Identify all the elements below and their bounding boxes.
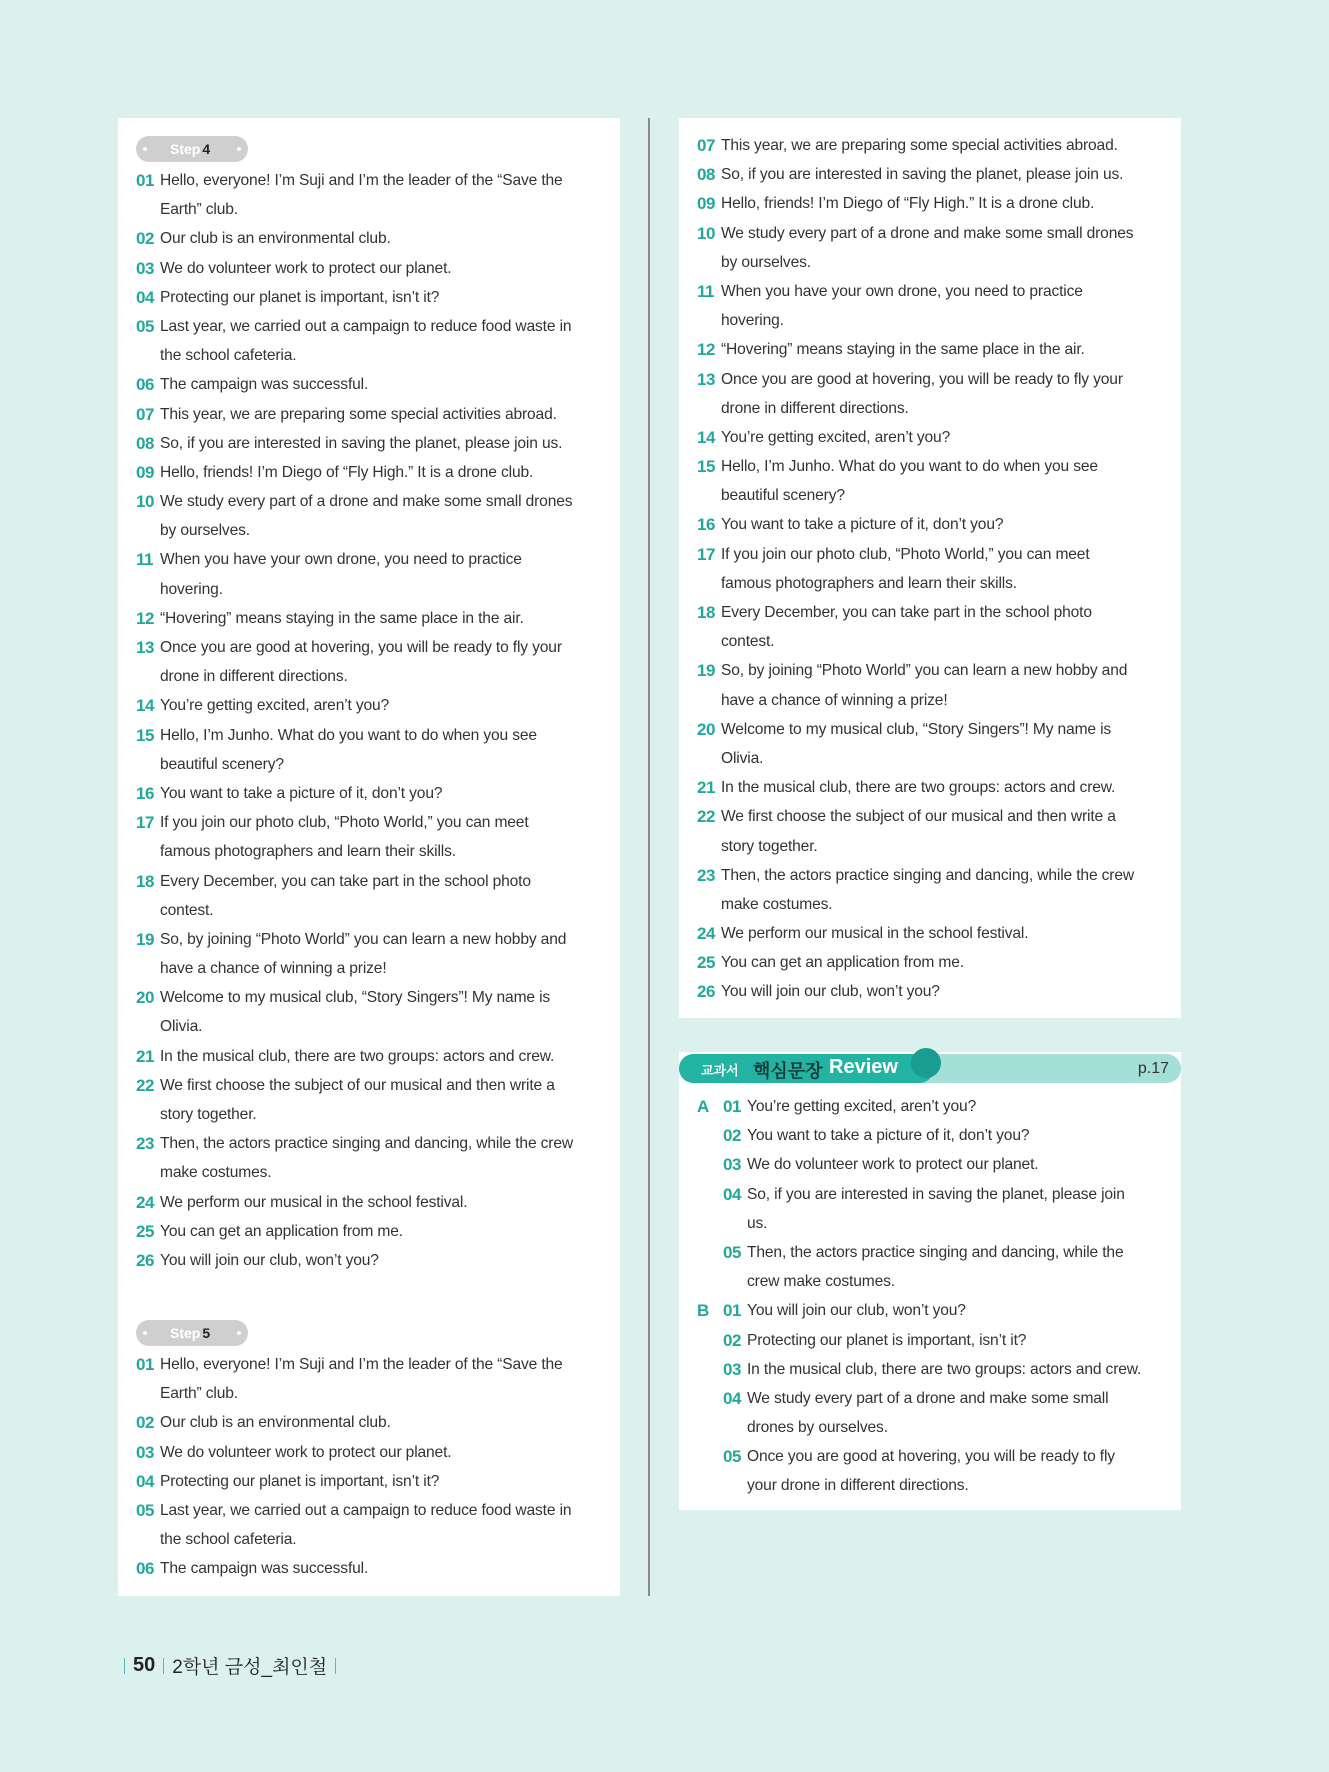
sentence-line: [136, 954, 602, 983]
review-text: You want to take a picture of it, don’t you?: [747, 1127, 1030, 1145]
sentence-number: 19: [697, 661, 715, 681]
sentence-line: [697, 277, 1163, 306]
sentence-number: 12: [697, 340, 715, 360]
sentence-line: [697, 189, 1163, 218]
review-text: You will join our club, won’t you?: [747, 1302, 966, 1320]
review-prefix: 교과서: [701, 1063, 739, 1078]
sentence-number: 23: [136, 1134, 154, 1154]
sentence-line: [136, 1438, 602, 1467]
sentence-line: [136, 400, 602, 429]
review-group-label: [697, 1267, 723, 1296]
sentence-line: [136, 1217, 602, 1246]
sentence-line: [136, 487, 602, 516]
sentence-text: Last year, we carried out a campaign to reduce food waste in: [160, 317, 572, 335]
review-line: [697, 1121, 1163, 1150]
step4-badge: [136, 136, 248, 162]
sentence-number: 03: [136, 258, 154, 278]
sentence-text: When you have your own drone, you need to practice: [160, 551, 522, 569]
review-text: drones by ourselves.: [747, 1419, 888, 1437]
sentence-text: by ourselves.: [721, 253, 811, 271]
sentence-text: Welcome to my musical club, “Story Singers”! My name is: [160, 989, 551, 1007]
sentence-number: 10: [697, 223, 715, 243]
review-title-kr: 핵심문장: [753, 1061, 823, 1081]
left-panel: [118, 118, 620, 1596]
sentence-line: [136, 1188, 602, 1217]
sentence-number: 26: [697, 982, 715, 1002]
sentence-number: 05: [136, 1500, 154, 1520]
sentence-text: So, if you are interested in saving the planet, please join us.: [721, 166, 1124, 184]
sentence-number: 05: [136, 316, 154, 336]
sentence-text: We do volunteer work to protect our planet.: [160, 1443, 452, 1461]
review-number: 01: [723, 1097, 741, 1116]
sentence-number: 07: [136, 404, 154, 424]
review-group-label: [697, 1326, 723, 1355]
step5-sentence-list: [136, 1350, 602, 1584]
sentence-text: Our club is an environmental club.: [160, 1414, 391, 1432]
sentence-text: drone in different directions.: [160, 668, 348, 686]
sentence-line: [136, 779, 602, 808]
step4-sentence-list: [136, 166, 602, 1275]
review-line: [697, 1267, 1163, 1296]
review-title-en: Review: [829, 1056, 898, 1078]
review-group-label: [697, 1355, 723, 1384]
sentence-text: Protecting our planet is important, isn’t it?: [160, 288, 440, 306]
review-number: 05: [723, 1242, 741, 1262]
sentence-text: Hello, I’m Junho. What do you want to do when you see: [160, 726, 537, 744]
review-sentence-list: [697, 1092, 1163, 1501]
sentence-line: [697, 510, 1163, 539]
review-line: [697, 1150, 1163, 1179]
review-number: 04: [723, 1388, 741, 1408]
review-group-label: [697, 1180, 723, 1209]
sentence-text: If you join our photo club, “Photo World,” you can meet: [160, 814, 529, 832]
sentence-text: Once you are good at hovering, you will be ready to fly your: [160, 639, 562, 656]
sentence-number: 21: [697, 778, 715, 798]
sentence-line: [697, 948, 1163, 977]
sentence-text: hovering.: [721, 312, 784, 330]
sentence-text: You can get an application from me.: [160, 1222, 403, 1240]
sentence-text: story together.: [160, 1106, 257, 1123]
sentence-line: [697, 861, 1163, 890]
sentence-text: contest.: [721, 633, 775, 651]
sentence-line: [136, 195, 602, 224]
sentence-line: [136, 1158, 602, 1187]
sentence-line: [136, 1408, 602, 1437]
review-line: [697, 1238, 1163, 1267]
sentence-number: 15: [136, 725, 154, 745]
review-number: 02: [723, 1126, 741, 1146]
sentence-text: The campaign was successful.: [160, 1560, 369, 1578]
sentence-number: 04: [136, 287, 154, 307]
review-text: We study every part of a drone and make some small: [747, 1389, 1109, 1407]
sentence-text: Then, the actors practice singing and dancing, while the crew: [721, 866, 1134, 884]
sentence-text: So, by joining “Photo World” you can learn a new hobby and: [721, 662, 1128, 680]
sentence-text: Hello, everyone! I’m Suji and I’m the leader of the “Save the: [160, 172, 563, 189]
sentence-line: [136, 429, 602, 458]
sentence-text: by ourselves.: [160, 522, 250, 540]
sentence-number: 25: [697, 953, 715, 973]
sentence-number: 16: [136, 783, 154, 803]
step5-continued-sentence-list: [697, 131, 1163, 1007]
sentence-number: 12: [136, 608, 154, 628]
sentence-line: [136, 1379, 602, 1408]
sentence-line: [697, 919, 1163, 948]
sentence-text: Every December, you can take part in the school photo: [721, 604, 1092, 621]
sentence-line: [697, 802, 1163, 831]
review-group-label: [697, 1442, 723, 1471]
sentence-line: [697, 219, 1163, 248]
review-number: 04: [723, 1184, 741, 1204]
review-text: In the musical club, there are two groups: actors and crew.: [747, 1360, 1142, 1378]
review-text: your drone in different directions.: [747, 1477, 969, 1495]
sentence-text: So, by joining “Photo World” you can learn a new hobby and: [160, 930, 567, 948]
review-group-label: [697, 1150, 723, 1179]
sentence-number: 19: [136, 929, 154, 949]
sentence-text: drone in different directions.: [721, 399, 909, 417]
sentence-number: 24: [136, 1192, 154, 1212]
review-line: [697, 1180, 1163, 1209]
sentence-number: 02: [136, 229, 154, 249]
sentence-line: [136, 1071, 602, 1100]
sentence-line: [697, 656, 1163, 685]
step5-badge: [136, 1320, 248, 1346]
review-text: us.: [747, 1214, 768, 1232]
sentence-line: [136, 458, 602, 487]
sentence-line: [697, 248, 1163, 277]
sentence-text: have a chance of winning a prize!: [721, 691, 948, 709]
sentence-text: The campaign was successful.: [160, 376, 369, 394]
sentence-number: 09: [697, 194, 715, 214]
sentence-number: 02: [136, 1413, 154, 1433]
review-header-circle-icon: [911, 1048, 941, 1078]
sentence-line: [136, 837, 602, 866]
sentence-text: the school cafeteria.: [160, 347, 297, 365]
sentence-number: 08: [136, 433, 154, 453]
review-line: [697, 1209, 1163, 1238]
sentence-number: 04: [136, 1471, 154, 1491]
sentence-line: [136, 254, 602, 283]
sentence-text: Olivia.: [721, 749, 764, 767]
review-text: Once you are good at hovering, you will be ready to fly: [747, 1448, 1115, 1466]
sentence-line: [136, 983, 602, 1012]
sentence-text: You want to take a picture of it, don’t you?: [160, 784, 443, 802]
review-text: You’re getting excited, aren’t you?: [747, 1098, 977, 1115]
review-text: Then, the actors practice singing and dancing, while the: [747, 1243, 1124, 1261]
sentence-text: In the musical club, there are two groups: actors and crew.: [721, 779, 1116, 797]
sentence-number: 16: [697, 515, 715, 535]
sentence-number: 14: [136, 696, 154, 716]
sentence-number: 06: [136, 1559, 154, 1579]
sentence-text: Earth” club.: [160, 1385, 238, 1403]
sentence-text: story together.: [721, 837, 818, 855]
sentence-number: 18: [136, 871, 154, 891]
sentence-number: 01: [136, 1355, 154, 1374]
sentence-text: You want to take a picture of it, don’t you?: [721, 516, 1004, 534]
sentence-number: 22: [697, 807, 715, 827]
sentence-text: Earth” club.: [160, 201, 238, 219]
sentence-number: 17: [136, 813, 154, 833]
sentence-text: hovering.: [160, 580, 223, 598]
sentence-text: beautiful scenery?: [721, 487, 845, 505]
sentence-text: We study every part of a drone and make some small drones: [721, 224, 1134, 242]
sentence-text: Last year, we carried out a campaign to reduce food waste in: [160, 1501, 572, 1519]
sentence-text: Hello, friends! I’m Diego of “Fly High.” It is a drone club.: [160, 463, 534, 481]
review-number: 05: [723, 1447, 741, 1467]
sentence-text: “Hovering” means staying in the same place in the air.: [160, 609, 524, 627]
sentence-number: 03: [136, 1442, 154, 1462]
review-group-label: [697, 1413, 723, 1442]
review-text: crew make costumes.: [747, 1273, 895, 1291]
sentence-text: We first choose the subject of our musical and then write a: [160, 1076, 555, 1094]
review-panel: [679, 1052, 1181, 1510]
sentence-number: 20: [136, 988, 154, 1008]
sentence-line: [136, 1525, 602, 1554]
sentence-text: In the musical club, there are two groups: actors and crew.: [160, 1047, 555, 1065]
sentence-line: [136, 545, 602, 574]
sentence-line: [136, 633, 602, 662]
sentence-text: famous photographers and learn their skills.: [721, 574, 1017, 592]
review-number: 03: [723, 1359, 741, 1379]
sentence-text: contest.: [160, 901, 214, 919]
sentence-line: [136, 1246, 602, 1275]
sentence-number: 24: [697, 924, 715, 944]
sentence-text: have a chance of winning a prize!: [160, 960, 387, 978]
sentence-text: Then, the actors practice singing and dancing, while the crew: [160, 1135, 573, 1153]
sentence-number: 21: [136, 1046, 154, 1066]
sentence-text: If you join our photo club, “Photo World,” you can meet: [721, 545, 1090, 563]
sentence-text: Welcome to my musical club, “Story Singers”! My name is: [721, 720, 1112, 738]
sentence-text: This year, we are preparing some special activities abroad.: [721, 137, 1118, 154]
sentence-text: We study every part of a drone and make some small drones: [160, 493, 573, 511]
step4-label: Step: [170, 141, 201, 157]
sentence-line: [136, 691, 602, 720]
sentence-line: [136, 1496, 602, 1525]
sentence-number: 11: [697, 281, 714, 301]
review-line: [697, 1296, 1163, 1325]
sentence-number: 08: [697, 165, 715, 185]
sentence-line: [136, 896, 602, 925]
sentence-line: [136, 1042, 602, 1071]
review-group-label: [697, 1471, 723, 1500]
sentence-line: [697, 131, 1163, 160]
sentence-line: [136, 516, 602, 545]
sentence-text: We perform our musical in the school festival.: [721, 925, 1029, 943]
review-text: We do volunteer work to protect our planet.: [747, 1156, 1039, 1174]
review-header: [679, 1052, 1181, 1082]
sentence-line: [697, 335, 1163, 364]
sentence-number: 25: [136, 1221, 154, 1241]
sentence-line: [697, 423, 1163, 452]
sentence-text: Every December, you can take part in the school photo: [160, 872, 531, 890]
review-line: [697, 1442, 1163, 1471]
sentence-line: [136, 808, 602, 837]
step5-label: Step: [170, 1325, 201, 1341]
sentence-text: Olivia.: [160, 1018, 203, 1036]
sentence-line: [697, 715, 1163, 744]
review-line: [697, 1326, 1163, 1355]
sentence-line: [136, 604, 602, 633]
review-text: Protecting our planet is important, isn’t it?: [747, 1331, 1027, 1349]
review-group-label: A: [697, 1097, 710, 1116]
review-number: 03: [723, 1155, 741, 1175]
sentence-line: [136, 867, 602, 896]
review-group-label: [697, 1238, 723, 1267]
sentence-line: [136, 925, 602, 954]
sentence-text: You will join our club, won’t you?: [721, 983, 940, 1001]
review-line: [697, 1355, 1163, 1384]
sentence-line: [136, 1100, 602, 1129]
sentence-line: [136, 370, 602, 399]
sentence-number: 09: [136, 462, 154, 482]
sentence-text: When you have your own drone, you need to practice: [721, 282, 1083, 300]
sentence-line: [697, 160, 1163, 189]
sentence-line: [697, 773, 1163, 802]
sentence-number: 11: [136, 550, 153, 570]
sentence-text: You’re getting excited, aren’t you?: [160, 697, 390, 715]
review-group-label: B: [697, 1301, 710, 1321]
book-title: 2학년 금성_최인철: [172, 1657, 328, 1678]
sentence-number: 17: [697, 544, 715, 564]
sentence-text: This year, we are preparing some special activities abroad.: [160, 405, 557, 423]
sentence-number: 07: [697, 136, 715, 155]
sentence-line: [697, 890, 1163, 919]
sentence-text: the school cafeteria.: [160, 1531, 297, 1549]
sentence-number: 10: [136, 492, 154, 512]
right-top-panel: [679, 118, 1181, 1018]
review-line: [697, 1384, 1163, 1413]
sentence-number: 14: [697, 427, 715, 447]
sentence-text: “Hovering” means staying in the same place in the air.: [721, 341, 1085, 359]
sentence-line: [136, 166, 602, 195]
review-group-label: [697, 1121, 723, 1150]
page-footer: [116, 1652, 344, 1679]
review-page-ref: p.17: [1137, 1060, 1169, 1077]
sentence-number: 18: [697, 603, 715, 622]
sentence-text: We do volunteer work to protect our planet.: [160, 259, 452, 277]
sentence-text: famous photographers and learn their skills.: [160, 843, 456, 861]
sentence-line: [136, 224, 602, 253]
sentence-text: Hello, everyone! I’m Suji and I’m the leader of the “Save the: [160, 1356, 563, 1373]
sentence-line: [697, 832, 1163, 861]
review-line: [697, 1471, 1163, 1500]
sentence-text: Protecting our planet is important, isn’t it?: [160, 1472, 440, 1490]
step4-number: 4: [202, 141, 211, 157]
sentence-line: [136, 575, 602, 604]
sentence-line: [136, 721, 602, 750]
page-number: 50: [133, 1654, 156, 1676]
sentence-text: So, if you are interested in saving the planet, please join us.: [160, 434, 563, 452]
sentence-line: [697, 306, 1163, 335]
sentence-line: [697, 598, 1163, 627]
sentence-text: Hello, I’m Junho. What do you want to do when you see: [721, 458, 1098, 476]
sentence-line: [697, 365, 1163, 394]
sentence-text: We first choose the subject of our musical and then write a: [721, 808, 1116, 826]
sentence-text: make costumes.: [160, 1164, 272, 1182]
sentence-text: make costumes.: [721, 895, 833, 913]
sentence-line: [697, 627, 1163, 656]
sentence-line: [136, 1129, 602, 1158]
sentence-line: [697, 686, 1163, 715]
step5-number: 5: [202, 1325, 211, 1341]
sentence-text: Hello, friends! I’m Diego of “Fly High.” It is a drone club.: [721, 195, 1095, 213]
column-divider: [648, 118, 650, 1596]
sentence-text: beautiful scenery?: [160, 755, 284, 773]
sentence-text: You can get an application from me.: [721, 954, 964, 972]
sentence-number: 01: [136, 171, 154, 190]
sentence-number: 22: [136, 1075, 154, 1095]
sentence-number: 15: [697, 457, 715, 477]
sentence-text: You’re getting excited, aren’t you?: [721, 428, 951, 446]
review-line: [697, 1092, 1163, 1121]
sentence-line: [136, 662, 602, 691]
sentence-line: [697, 481, 1163, 510]
review-text: So, if you are interested in saving the planet, please join: [747, 1185, 1125, 1203]
sentence-line: [136, 283, 602, 312]
sentence-number: 20: [697, 719, 715, 739]
sentence-text: We perform our musical in the school festival.: [160, 1193, 468, 1211]
sentence-number: 13: [697, 369, 715, 389]
sentence-line: [136, 1467, 602, 1496]
sentence-line: [136, 341, 602, 370]
sentence-text: Once you are good at hovering, you will be ready to fly your: [721, 370, 1123, 388]
review-group-label: [697, 1209, 723, 1238]
sentence-line: [697, 977, 1163, 1006]
review-line: [697, 1413, 1163, 1442]
sentence-number: 06: [136, 375, 154, 395]
sentence-line: [136, 1350, 602, 1379]
sentence-number: 13: [136, 638, 154, 657]
sentence-line: [136, 312, 602, 341]
review-number: 02: [723, 1330, 741, 1350]
review-group-label: [697, 1384, 723, 1413]
sentence-number: 23: [697, 865, 715, 885]
sentence-text: Our club is an environmental club.: [160, 230, 391, 248]
sentence-line: [136, 1554, 602, 1583]
sentence-number: 26: [136, 1250, 154, 1270]
sentence-text: You will join our club, won’t you?: [160, 1251, 379, 1269]
review-number: 01: [723, 1301, 741, 1321]
sentence-line: [136, 1012, 602, 1041]
sentence-line: [697, 394, 1163, 423]
sentence-line: [697, 452, 1163, 481]
sentence-line: [136, 750, 602, 779]
sentence-line: [697, 540, 1163, 569]
sentence-line: [697, 569, 1163, 598]
sentence-line: [697, 744, 1163, 773]
